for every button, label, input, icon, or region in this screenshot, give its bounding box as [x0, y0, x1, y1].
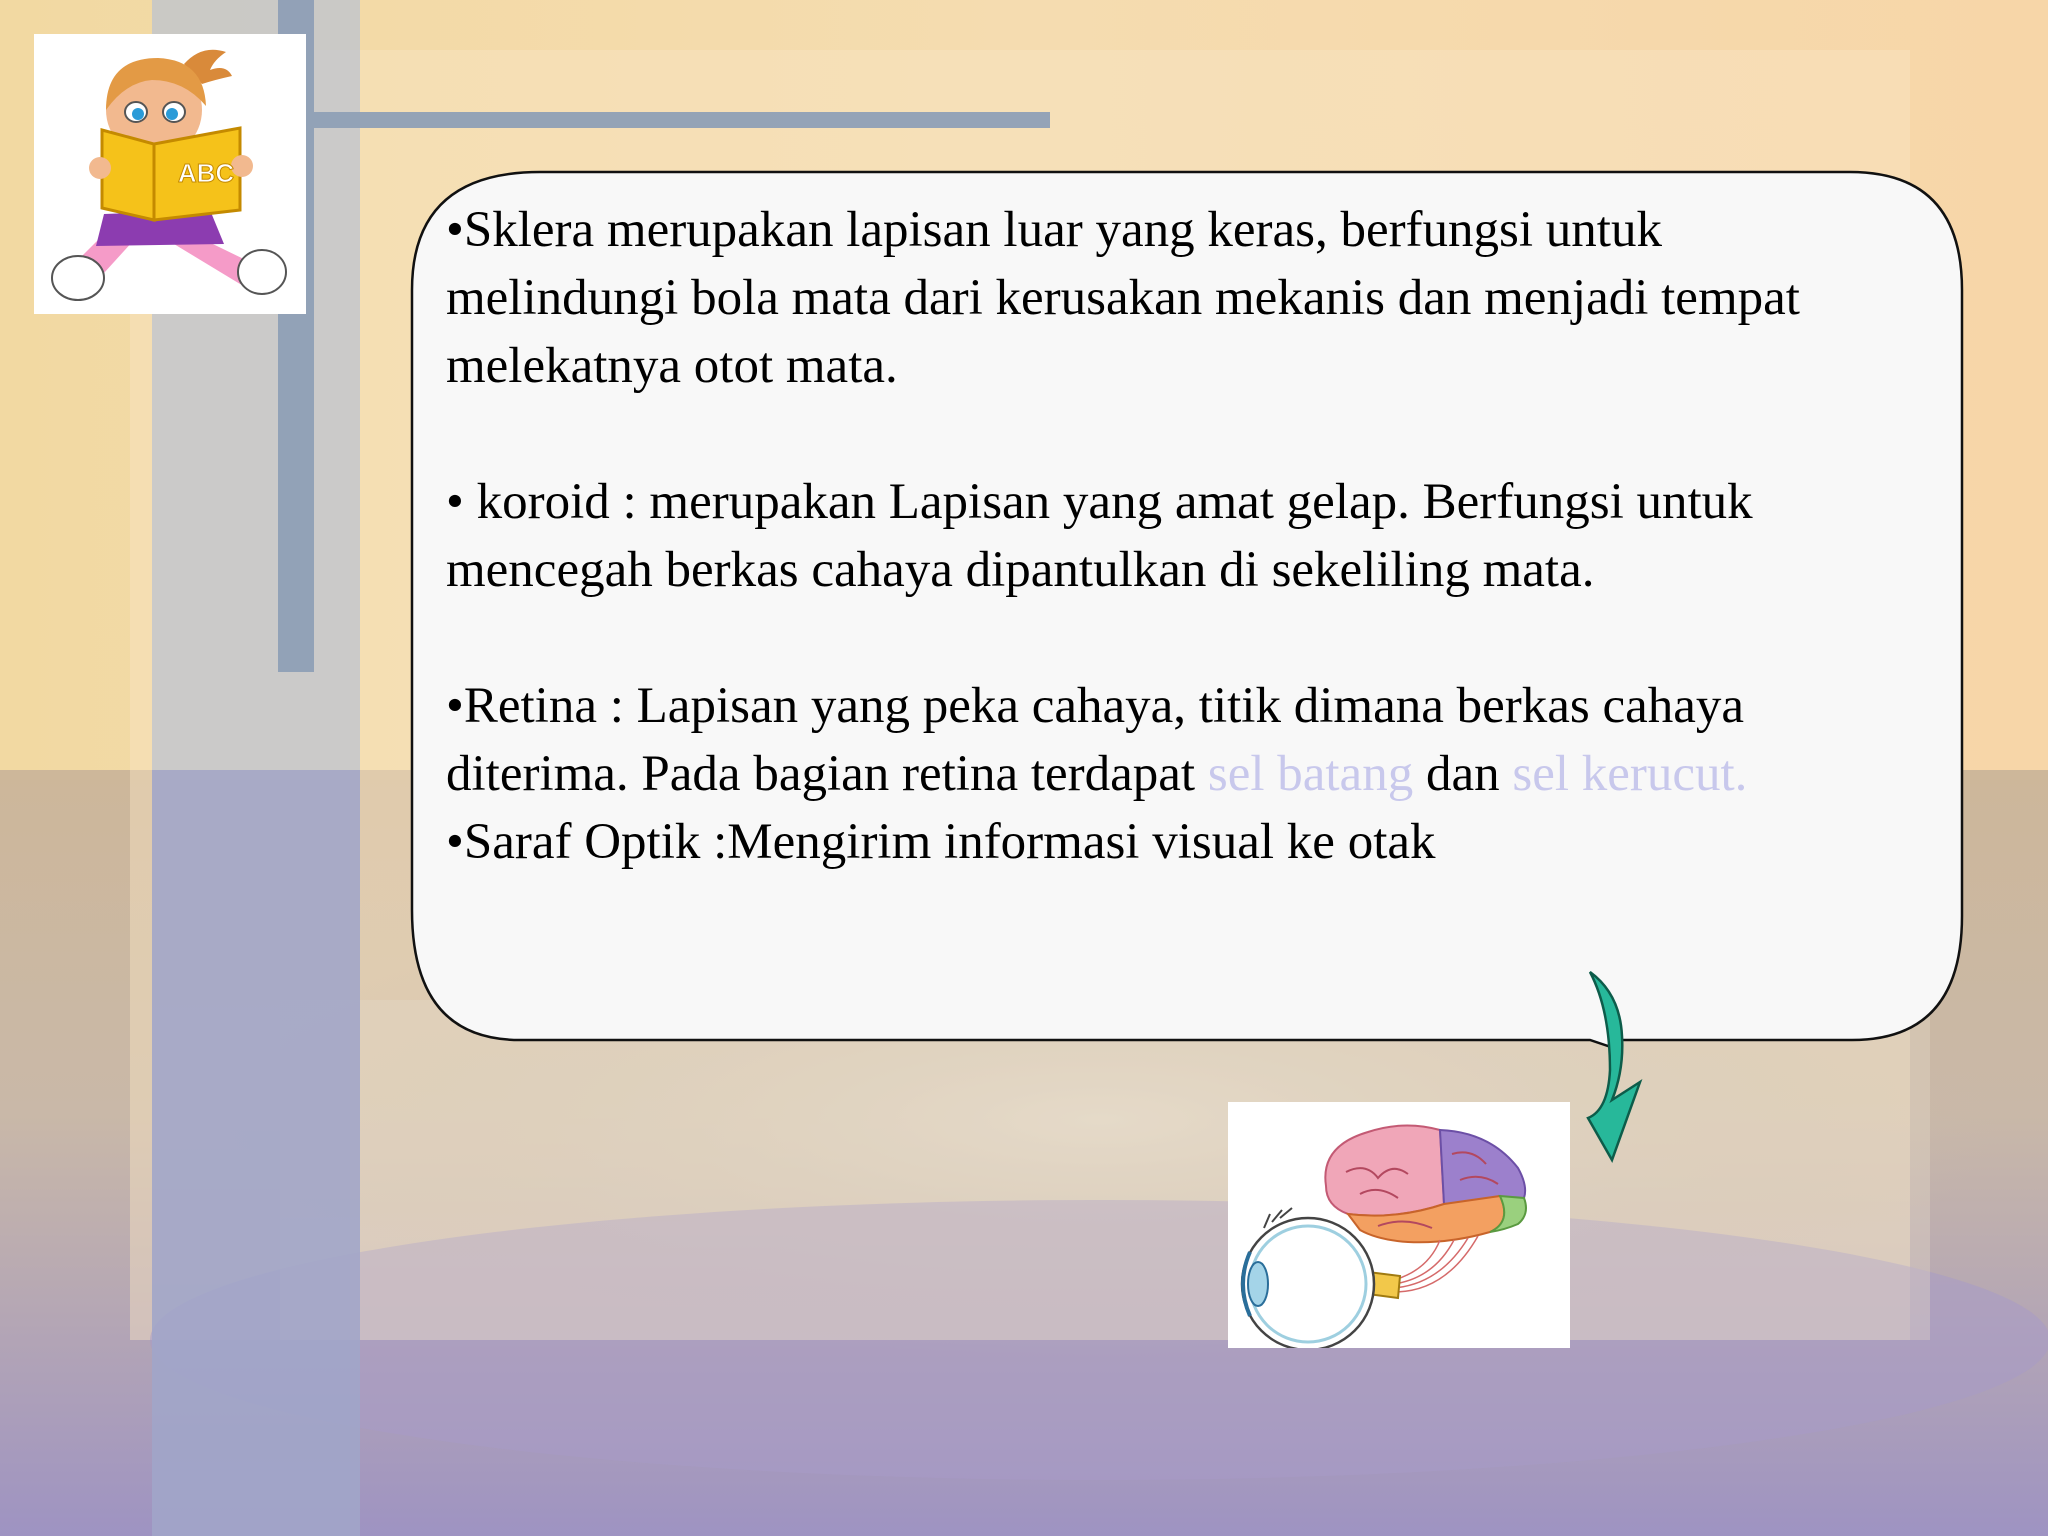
eye-brain-graphic	[1228, 1102, 1570, 1348]
paragraph-sklera: •Sklera merupakan lapisan luar yang keras, berfungsi untuk melindungi bola mata dari kerusakan mekanis dan menjadi tempat melekatnya otot mata.	[446, 202, 1800, 394]
paragraph-gap	[446, 604, 1836, 672]
paragraph-koroid: • koroid : merupakan Lapisan yang amat gelap. Berfungsi untuk mencegah berkas cahaya dipantulkan di sekeliling mata.	[446, 474, 1753, 598]
retina-connector: dan	[1413, 746, 1513, 802]
paragraph-retina	[446, 672, 1836, 808]
highlight-sel-batang: sel batang	[1207, 746, 1414, 802]
bubble-text	[446, 196, 1836, 876]
book-label: ABC	[177, 158, 235, 188]
paragraph-saraf-optik: •Saraf Optik :Mengirim informasi visual ke otak	[446, 814, 1436, 870]
highlight-sel-kerucut: sel kerucut.	[1512, 746, 1748, 802]
paragraph-gap	[446, 400, 1836, 468]
retina-text: •Retina : Lapisan yang peka cahaya, titik dimana berkas cahaya diterima. Pada bagian retina terdapat	[446, 678, 1744, 802]
eye-brain-diagram	[1228, 1102, 1570, 1348]
